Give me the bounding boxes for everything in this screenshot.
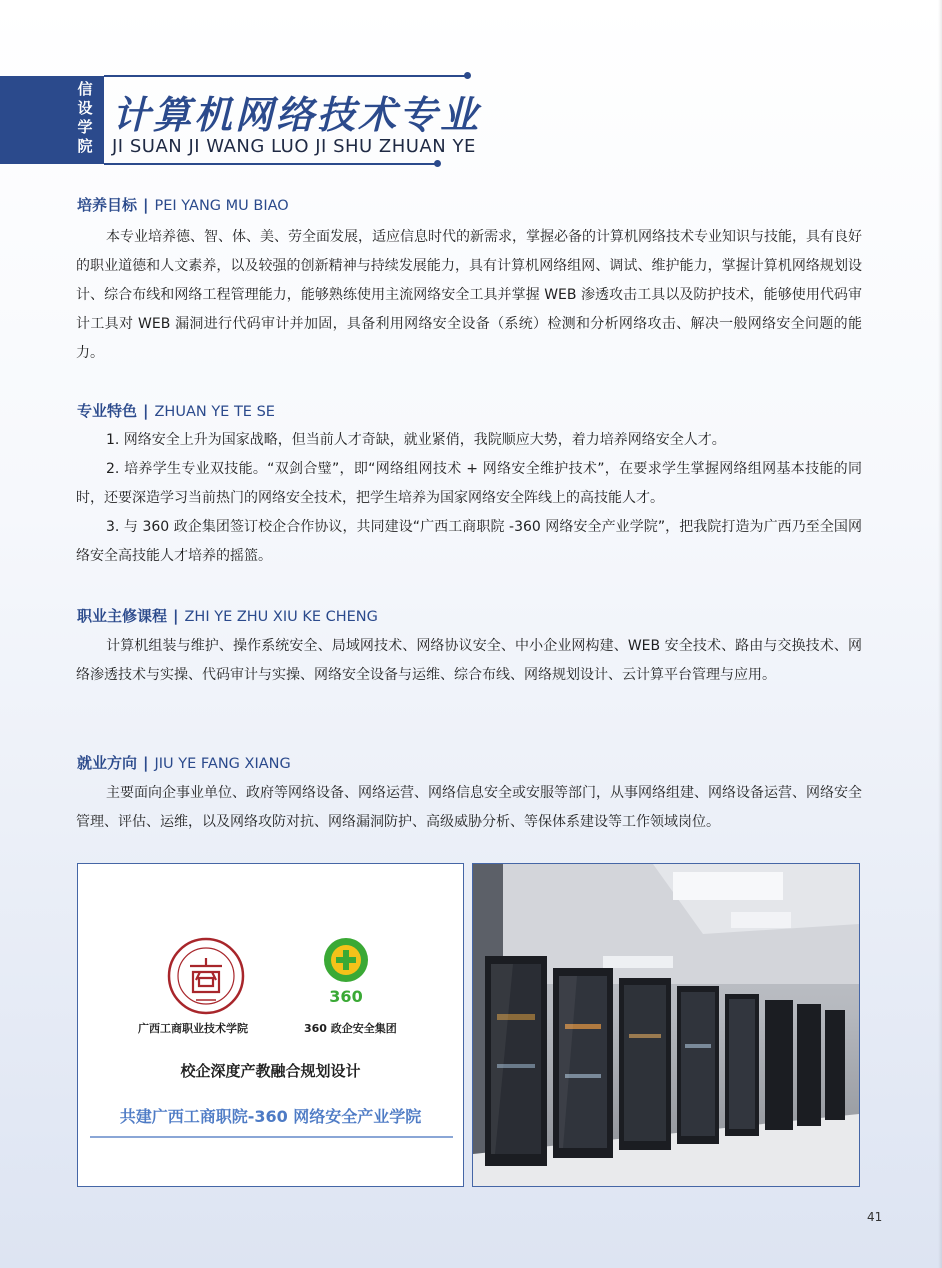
partner-logo-caption: 360 政企安全集团	[304, 1022, 397, 1035]
partner-360-logo-icon	[318, 936, 374, 1006]
department-tab-label: 信设学院	[77, 80, 93, 155]
header-rule-dot	[464, 72, 471, 79]
graphic-title: 校企深度产教融合规划设计	[180, 1062, 361, 1080]
paragraph	[76, 426, 862, 455]
paragraph-text: 计算机组装与维护、操作系统安全、局域网技术、网络协议安全、中小企业网构建、WEB 安全技术、路由与交换技术、网络渗透技术与实操、代码审计与实操、网络安全设备与运维、综合布线、网络规划设计、云计算平台管理与应用。	[76, 638, 862, 683]
header-rule-dot	[434, 160, 441, 167]
section-heading-pinyin: ZHI YE ZHU XIU KE CHENG	[184, 609, 378, 625]
page-number: 41	[867, 1210, 883, 1224]
page-edge-shadow	[938, 0, 942, 1268]
section-heading-zh: 培养目标	[77, 196, 138, 214]
paragraph	[76, 223, 862, 368]
paragraph-text: 3. 与 360 政企集团签订校企合作协议，共同建设“广西工商职院 -360 网络安全产业学院”，把我院打造为广西乃至全国网络安全高技能人才培养的摇篮。	[76, 519, 862, 564]
college-logo-icon	[166, 936, 246, 1016]
paragraph	[76, 455, 862, 513]
paragraph	[76, 513, 862, 571]
section-heading-pinyin: ZHUAN YE TE SE	[154, 404, 275, 420]
paragraph-text: 主要面向企事业单位、政府等网络设备、网络运营、网络信息安全或安服等部门，从事网络组建、网络设备运营、网络安全管理、评估、运维，以及网络攻防对抗、网络漏洞防护、高级威胁分析、等保体系建设等工作领域岗位。	[76, 785, 862, 830]
server-room-photo	[472, 863, 860, 1187]
graphic-subtitle: 共建广西工商职院-360 网络安全产业学院	[119, 1107, 422, 1126]
section-heading	[77, 752, 291, 773]
heading-separator: |	[143, 196, 149, 214]
header-rule-top	[104, 75, 468, 77]
section-heading-zh: 就业方向	[77, 754, 138, 772]
heading-separator: |	[143, 754, 149, 772]
section-heading-pinyin: JIU YE FANG XIANG	[154, 756, 291, 772]
header-rule-bottom	[104, 163, 438, 165]
paragraph-text: 本专业培养德、智、体、美、劳全面发展，适应信息时代的新需求，掌握必备的计算机网络技术专业知识与技能，具有良好的职业道德和人文素养，以及较强的创新精神与持续发展能力，具有计算机网络组网、调试、维护能力，掌握计算机网络规划设计、综合布线和网络工程管理能力，能够熟练使用主流网络安全工具并掌握 WEB 渗透攻击工具以及防护技术，能够使用代码审计工具对 WEB 漏洞进行代码审计并加固，具备利用网络安全设备（系统）检测和分析网络攻击、解决一般网络安全问题的能力。	[76, 229, 862, 361]
section-heading	[77, 605, 378, 626]
page-title: 计算机网络技术专业	[112, 93, 482, 137]
section-heading-pinyin: PEI YANG MU BIAO	[154, 198, 289, 214]
section-heading-zh: 职业主修课程	[77, 607, 168, 625]
logo-360-wordmark: 360	[329, 987, 363, 1006]
server-room-illustration	[473, 864, 859, 1186]
heading-separator: |	[143, 402, 149, 420]
paragraph-text: 1. 网络安全上升为国家战略，但当前人才奇缺，就业紧俏，我院顺应大势，着力培养网络安全人才。	[106, 432, 726, 448]
section-heading-zh: 专业特色	[77, 402, 138, 420]
paragraph-text: 2. 培养学生专业双技能。“双剑合璧”，即“网络组网技术 + 网络安全维护技术”，在要求学生掌握网络组网基本技能的同时，还要深造学习当前热门的网络安全技术，把学生培养为国家网络安全阵线上的高技能人才。	[76, 461, 862, 506]
section-heading	[77, 194, 289, 215]
page-subtitle: JI SUAN JI WANG LUO JI SHU ZHUAN YE	[112, 136, 476, 157]
graphic-underline	[90, 1136, 453, 1138]
section-heading	[77, 400, 275, 421]
heading-separator: |	[173, 607, 179, 625]
partnership-graphic	[77, 863, 464, 1187]
paragraph	[76, 632, 862, 690]
paragraph	[76, 779, 862, 837]
college-logo-caption: 广西工商职业技术学院	[138, 1022, 248, 1035]
